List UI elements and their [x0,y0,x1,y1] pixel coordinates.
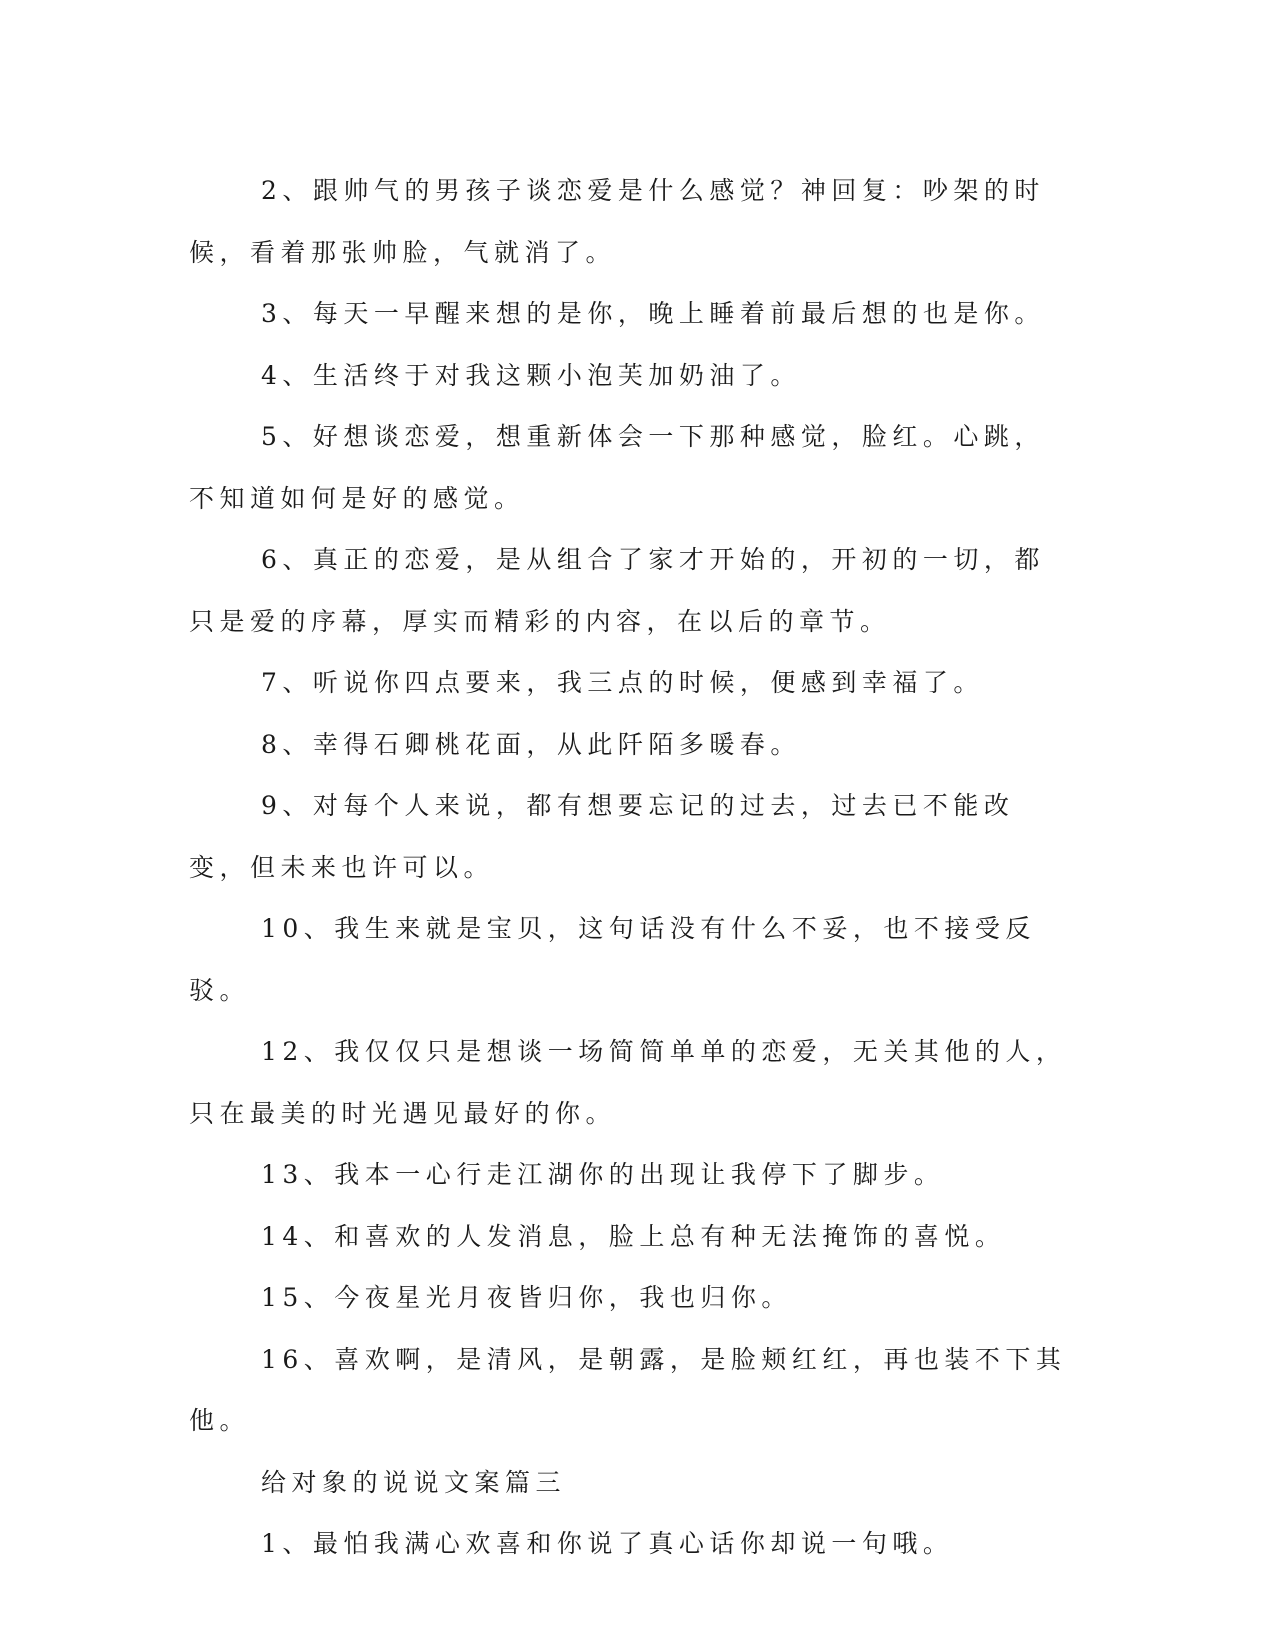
paragraph: 1、最怕我满心欢喜和你说了真心话你却说一句哦。 [261,1529,954,1558]
paragraph: 8、幸得石卿桃花面，从此阡陌多暖春。 [261,729,801,759]
paragraph: 3、每天一早醒来想的是你，晚上睡着前最后想的也是你。 [261,299,1045,328]
document-body [189,160,1074,1575]
paragraph: 13、我本一心行走江湖你的出现让我停下了脚步。 [261,1160,945,1189]
paragraph: 6、真正的恋爱，是从组合了家才开始的，开初的一切，都只是爱的序幕，厚实而精彩的内容，在以后的章节。 [189,545,1045,636]
paragraph: 12、我仅仅只是想谈一场简简单单的恋爱，无关其他的人，只在最美的时光遇见最好的你。 [189,1037,1067,1128]
paragraph: 14、和喜欢的人发消息，脸上总有种无法掩饰的喜悦。 [261,1221,1006,1251]
paragraph: 16、喜欢啊，是清风，是朝露，是脸颊红红，再也装不下其他。 [189,1344,1067,1435]
paragraph: 10、我生来就是宝贝，这句话没有什么不妥，也不接受反驳。 [189,914,1036,1005]
paragraph: 5、好想谈恋爱，想重新体会一下那种感觉，脸红。心跳，不知道如何是好的感觉。 [189,422,1045,513]
paragraph: 2、跟帅气的男孩子谈恋爱是什么感觉？神回复：吵架的时候，看着那张帅脸，气就消了。 [189,176,1045,267]
paragraph: 7、听说你四点要来，我三点的时候，便感到幸福了。 [261,668,984,697]
paragraph: 15、今夜星光月夜皆归你，我也归你。 [261,1283,792,1312]
paragraph: 4、生活终于对我这颗小泡芙加奶油了。 [261,360,801,390]
section-heading: 给对象的说说文案篇三 [261,1467,567,1497]
paragraph: 9、对每个人来说，都有想要忘记的过去，过去已不能改变，但未来也许可以。 [189,791,1015,882]
